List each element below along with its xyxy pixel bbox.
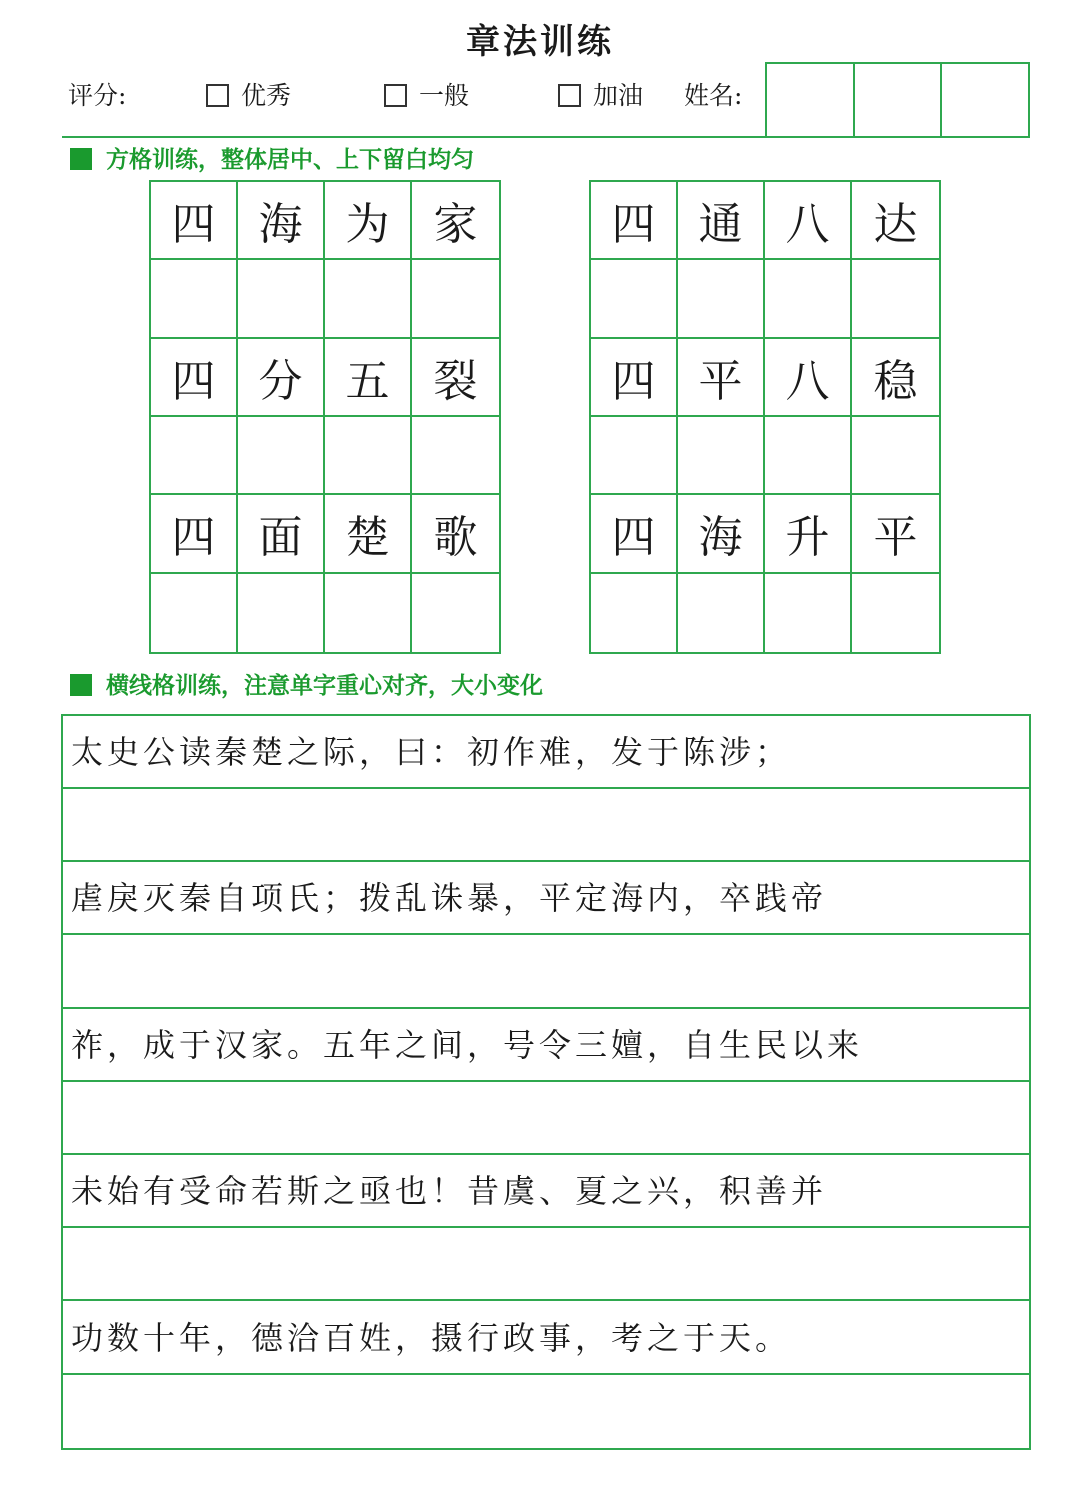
grid-cell[interactable]: 四 — [591, 182, 678, 260]
grid-cell[interactable]: 平 — [852, 495, 939, 573]
grid-cell[interactable] — [325, 260, 412, 338]
rating-option-label: 一般 — [419, 81, 470, 110]
grid-cell[interactable]: 八 — [765, 182, 852, 260]
grid-cell[interactable]: 面 — [238, 495, 325, 573]
section-heading-grid — [70, 145, 474, 175]
grid-cell[interactable] — [765, 260, 852, 338]
grid-cell[interactable]: 升 — [765, 495, 852, 573]
grid-cell[interactable]: 稳 — [852, 339, 939, 417]
grid-cell[interactable] — [238, 417, 325, 495]
grid-cell[interactable] — [238, 574, 325, 652]
name-boxes — [765, 62, 1030, 138]
checkbox-icon[interactable] — [384, 84, 407, 107]
grid-cell[interactable] — [678, 260, 765, 338]
grid-cell[interactable] — [591, 417, 678, 495]
ruled-lines-area — [61, 714, 1031, 1450]
grid-cell[interactable]: 平 — [678, 339, 765, 417]
grid-cell[interactable] — [325, 417, 412, 495]
grid-cell[interactable] — [325, 574, 412, 652]
grid-cell[interactable] — [412, 417, 499, 495]
grid-cell[interactable] — [151, 574, 238, 652]
section-heading-lines — [70, 671, 543, 701]
grid-cell[interactable]: 四 — [151, 339, 238, 417]
name-box[interactable] — [855, 64, 943, 136]
ruled-line-row[interactable] — [63, 789, 1029, 862]
ruled-line-row[interactable]: 未始有受命若斯之亟也！昔虞、夏之兴，积善并 — [63, 1155, 1029, 1228]
ruled-line-row[interactable]: 虐戾灭秦自项氏；拨乱诛暴，平定海内，卒践帝 — [63, 862, 1029, 935]
grid-cell[interactable]: 楚 — [325, 495, 412, 573]
checkbox-icon[interactable] — [558, 84, 581, 107]
grid-cell[interactable]: 达 — [852, 182, 939, 260]
grid-cell[interactable] — [678, 574, 765, 652]
ruled-line-row[interactable]: 太史公读秦楚之际，曰：初作难，发于陈涉； — [63, 716, 1029, 789]
grid-cell[interactable]: 四 — [591, 339, 678, 417]
rating-option-average[interactable] — [384, 74, 469, 118]
practice-grid-left — [149, 180, 501, 654]
grid-cell[interactable] — [765, 417, 852, 495]
section-heading-text: 横线格训练，注意单字重心对齐，大小变化 — [106, 673, 543, 699]
grid-cell[interactable] — [852, 417, 939, 495]
section-heading-text: 方格训练，整体居中、上下留白均匀 — [106, 147, 474, 173]
grid-cell[interactable]: 歌 — [412, 495, 499, 573]
grid-cell[interactable]: 八 — [765, 339, 852, 417]
grid-cell[interactable]: 为 — [325, 182, 412, 260]
ruled-line-row[interactable] — [63, 936, 1029, 1009]
rating-option-keep-going[interactable] — [558, 74, 643, 118]
grid-cell[interactable] — [591, 260, 678, 338]
grid-cell[interactable] — [765, 574, 852, 652]
score-label: 评分: — [68, 81, 127, 110]
rating-option-label: 加油 — [593, 81, 644, 110]
grid-cell[interactable]: 海 — [238, 182, 325, 260]
ruled-line-row[interactable]: 祚，成于汉家。五年之间，号令三嬗，自生民以来 — [63, 1009, 1029, 1082]
grid-cell[interactable] — [591, 574, 678, 652]
ruled-line-row[interactable] — [63, 1375, 1029, 1448]
square-bullet-icon — [70, 674, 92, 696]
practice-grid-right — [589, 180, 941, 654]
grid-cell[interactable] — [852, 260, 939, 338]
grid-cell[interactable]: 裂 — [412, 339, 499, 417]
grid-cell[interactable] — [412, 260, 499, 338]
ruled-line-row[interactable] — [63, 1228, 1029, 1301]
name-box[interactable] — [942, 64, 1028, 136]
grid-cell[interactable]: 家 — [412, 182, 499, 260]
grid-cell[interactable] — [238, 260, 325, 338]
grid-cell[interactable] — [412, 574, 499, 652]
grid-cell[interactable]: 四 — [151, 495, 238, 573]
grid-cell[interactable]: 四 — [151, 182, 238, 260]
checkbox-icon[interactable] — [206, 84, 229, 107]
ruled-line-row[interactable] — [63, 1082, 1029, 1155]
grid-cell[interactable] — [678, 417, 765, 495]
grid-cell[interactable] — [151, 260, 238, 338]
ruled-line-row[interactable]: 功数十年，德洽百姓，摄行政事，考之于天。 — [63, 1302, 1029, 1375]
grid-cell[interactable]: 通 — [678, 182, 765, 260]
grid-cell[interactable] — [852, 574, 939, 652]
name-box[interactable] — [767, 64, 855, 136]
grid-cell[interactable]: 分 — [238, 339, 325, 417]
header-divider — [62, 136, 766, 138]
rating-option-label: 优秀 — [241, 81, 292, 110]
square-bullet-icon — [70, 148, 92, 170]
grid-cell[interactable] — [151, 417, 238, 495]
grid-cell[interactable]: 五 — [325, 339, 412, 417]
grid-cell[interactable]: 四 — [591, 495, 678, 573]
rating-option-excellent[interactable] — [206, 74, 291, 118]
grid-cell[interactable]: 海 — [678, 495, 765, 573]
page-title: 章法训练 — [466, 22, 614, 62]
name-label: 姓名: — [684, 81, 743, 110]
